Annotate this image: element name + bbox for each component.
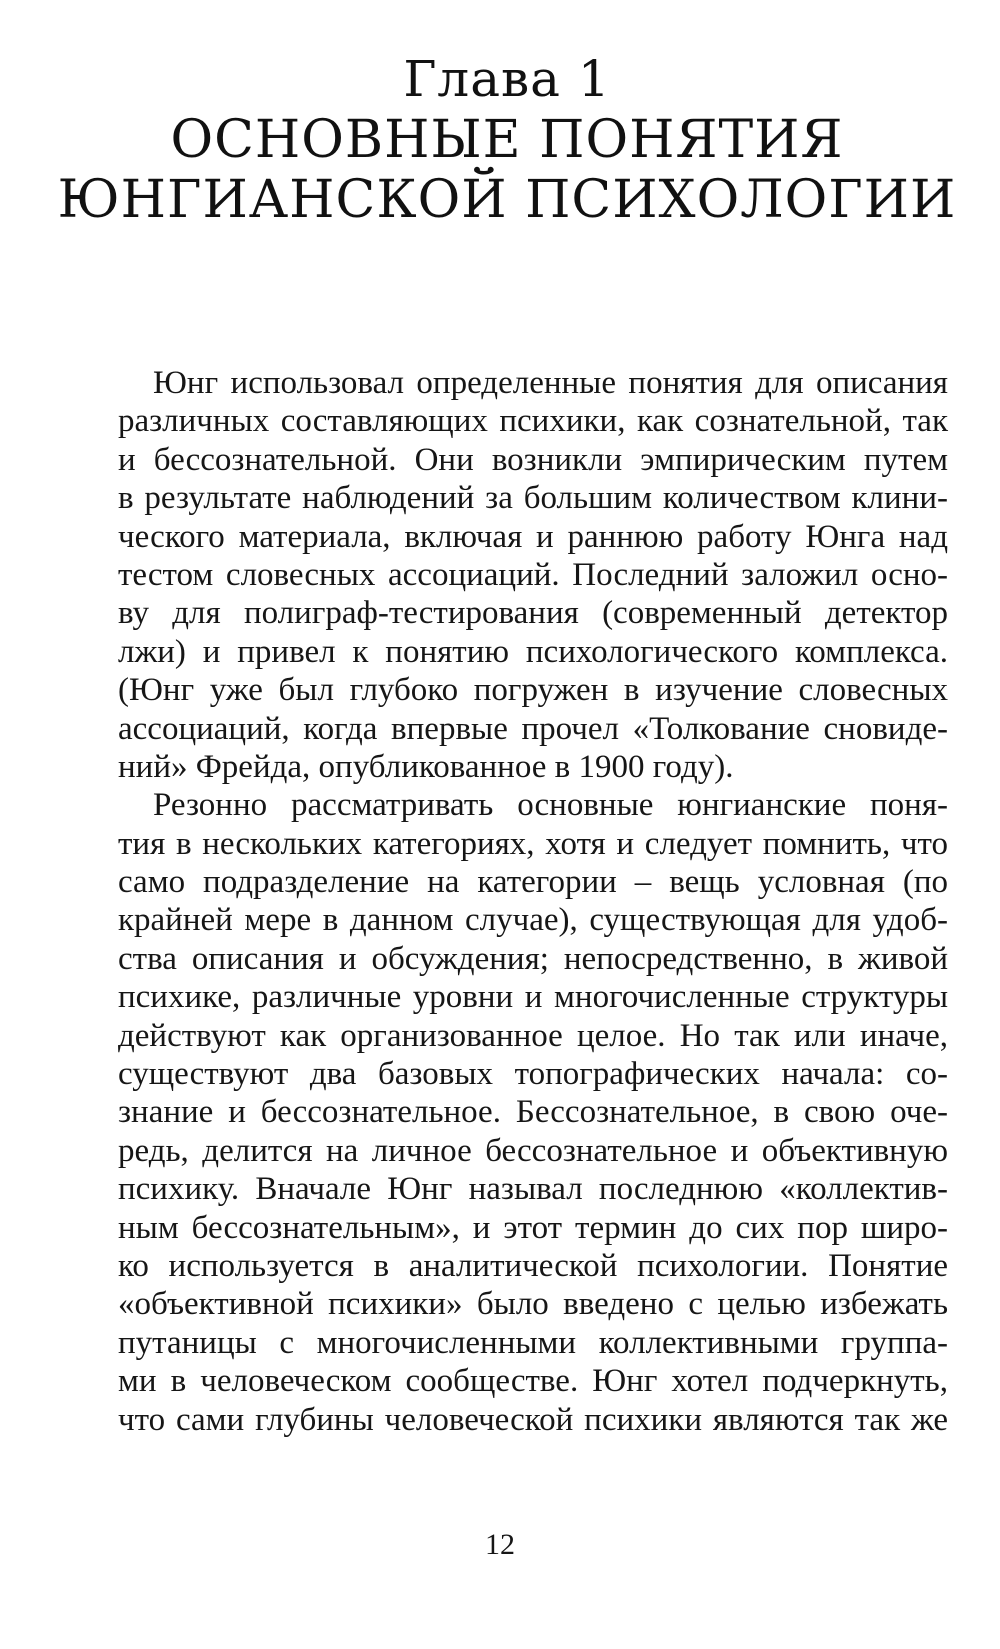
text-line: Резонно рассматривать основные юнгианские поня- xyxy=(153,787,948,824)
text-line: различных составляющих психики, как сознательной, так xyxy=(118,403,948,440)
text-line: само подразделение на категории – вещь условная (по xyxy=(118,864,948,901)
text-line: психику. Вначале Юнг называл последнюю «коллектив- xyxy=(118,1171,948,1208)
text-line: ний» Фрейда, опубликованное в 1900 году). xyxy=(118,748,734,785)
text-line: и бессознательной. Они возникли эмпирическим путем xyxy=(118,441,948,478)
text-line: в результате наблюдений за большим количеством клини- xyxy=(118,480,948,517)
text-line: крайней мере в данном случае), существующая для удоб- xyxy=(118,902,948,939)
text-line: психике, различные уровни и многочисленные структуры xyxy=(118,979,948,1016)
text-line: ства описания и обсуждения; непосредственно, в живой xyxy=(118,940,948,977)
text-line: (Юнг уже был глубоко погружен в изучение словесных xyxy=(118,672,948,709)
text-line: тестом словесных ассоциаций. Последний заложил осно- xyxy=(118,556,948,593)
body-text xyxy=(118,364,948,1439)
text-line: что сами глубины человеческой психики являются так же xyxy=(118,1401,948,1438)
chapter-title-line: ЮНГИАНСКОЙ ПСИХОЛОГИИ xyxy=(57,170,957,230)
text-line: ческого материала, включая и раннюю работу Юнга над xyxy=(118,518,948,555)
paragraph xyxy=(118,364,948,786)
text-line: действуют как организованное целое. Но так или иначе, xyxy=(118,1017,948,1054)
chapter-number: Глава 1 xyxy=(403,50,611,108)
text-line: лжи) и привел к понятию психологического комплекса. xyxy=(118,633,948,670)
text-line: редь, делится на личное бессознательное и объективную xyxy=(118,1132,948,1169)
text-line: ным бессознательным», и этот термин до сих пор широ- xyxy=(118,1209,948,1246)
paragraph xyxy=(118,786,948,1439)
text-line: ассоциаций, когда впервые прочел «Толкование сновиде- xyxy=(118,710,948,747)
text-line: Юнг использовал определенные понятия для описания xyxy=(153,365,948,401)
text-line: ко используется в аналитической психологии. Понятие xyxy=(118,1247,948,1284)
text-line: существуют два базовых топографических начала: со- xyxy=(118,1056,948,1093)
text-line: ву для полиграф-тестирования (современный детектор xyxy=(118,595,948,632)
page-number: 12 xyxy=(485,1528,515,1561)
chapter-header xyxy=(0,48,1000,230)
text-line: путаницы с многочисленными коллективными группа- xyxy=(118,1324,948,1361)
text-line: тия в нескольких категориях, хотя и следует помнить, что xyxy=(118,825,948,862)
text-line: «объективной психики» было введено с целью избежать xyxy=(118,1286,948,1323)
text-line: знание и бессознательное. Бессознательное, в свою оче- xyxy=(118,1094,948,1131)
text-line: ми в человеческом сообществе. Юнг хотел подчеркнуть, xyxy=(118,1363,948,1400)
chapter-title-line: ОСНОВНЫЕ ПОНЯТИЯ xyxy=(170,110,844,170)
